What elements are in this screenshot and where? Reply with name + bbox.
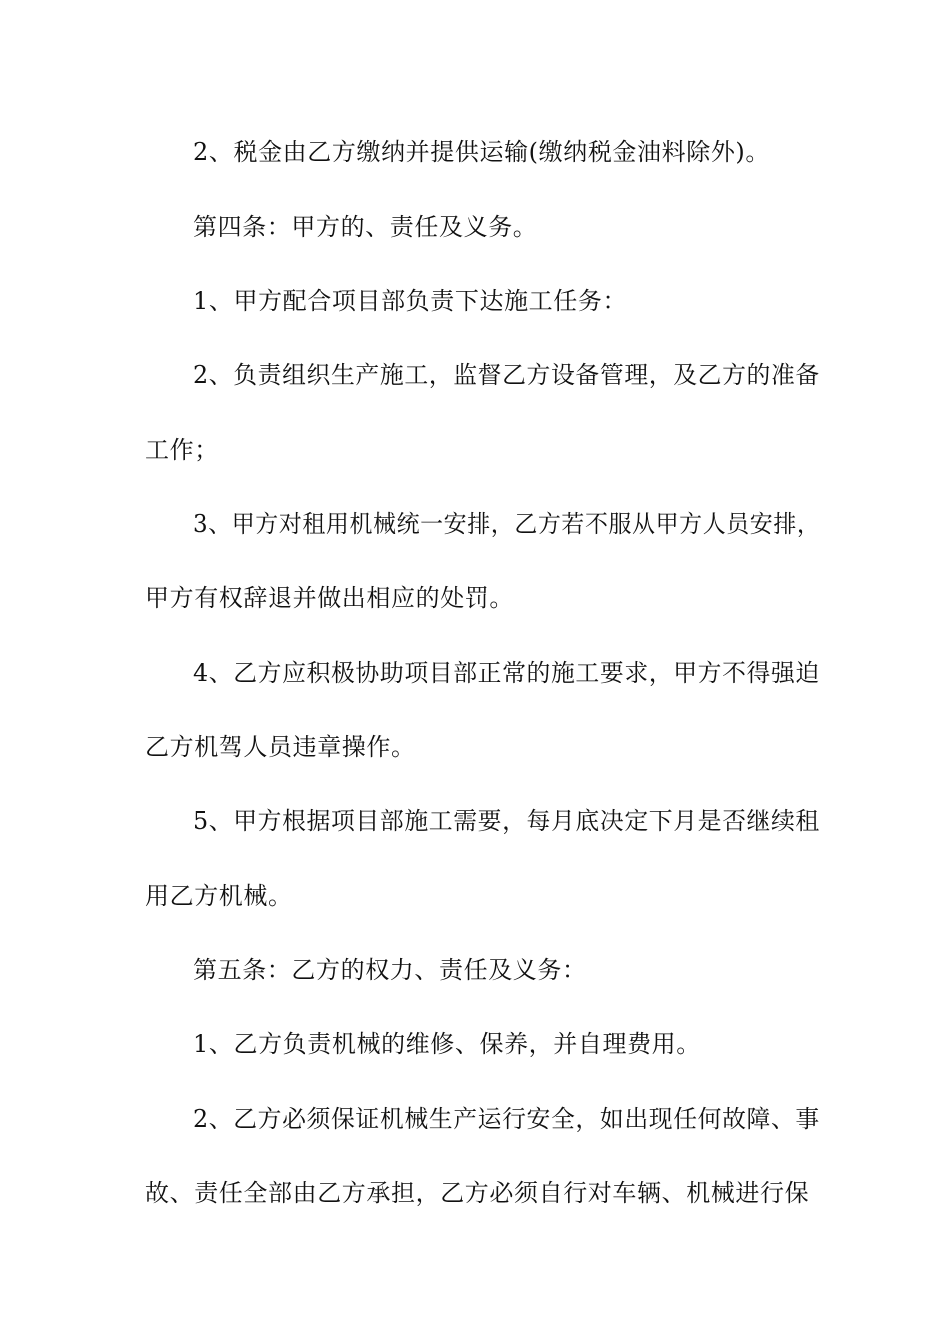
paragraph-line-3: 1、甲方配合项目部负责下达施工任务： — [193, 287, 628, 315]
paragraph-line-10: 5、甲方根据项目部施工需要，每月底决定下月是否继续租 — [193, 807, 820, 835]
paragraph-line-15: 故、责任全部由乙方承担，乙方必须自行对车辆、机械进行保 — [145, 1179, 810, 1207]
paragraph-line-9: 乙方机驾人员违章操作。 — [145, 733, 416, 761]
section-heading-4: 第四条：甲方的、责任及义务。 — [193, 213, 538, 241]
paragraph-line-6: 3、甲方对租用机械统一安排，乙方若不服从甲方人员安排， — [193, 510, 821, 538]
paragraph-line-5: 工作； — [145, 436, 219, 464]
paragraph-line-8: 4、乙方应积极协助项目部正常的施工要求，甲方不得强迫 — [193, 659, 820, 687]
paragraph-line-7: 甲方有权辞退并做出相应的处罚。 — [145, 584, 514, 612]
paragraph-line-1: 2、税金由乙方缴纳并提供运输(缴纳税金油料除外)。 — [193, 138, 770, 166]
paragraph-line-11: 用乙方机械。 — [145, 882, 293, 910]
paragraph-line-13: 1、乙方负责机械的维修、保养，并自理费用。 — [193, 1030, 701, 1058]
paragraph-line-14: 2、乙方必须保证机械生产运行安全，如出现任何故障、事 — [193, 1105, 820, 1133]
section-heading-5: 第五条：乙方的权力、责任及义务： — [193, 956, 587, 984]
paragraph-line-4: 2、负责组织生产施工，监督乙方设备管理，及乙方的准备 — [193, 361, 820, 389]
